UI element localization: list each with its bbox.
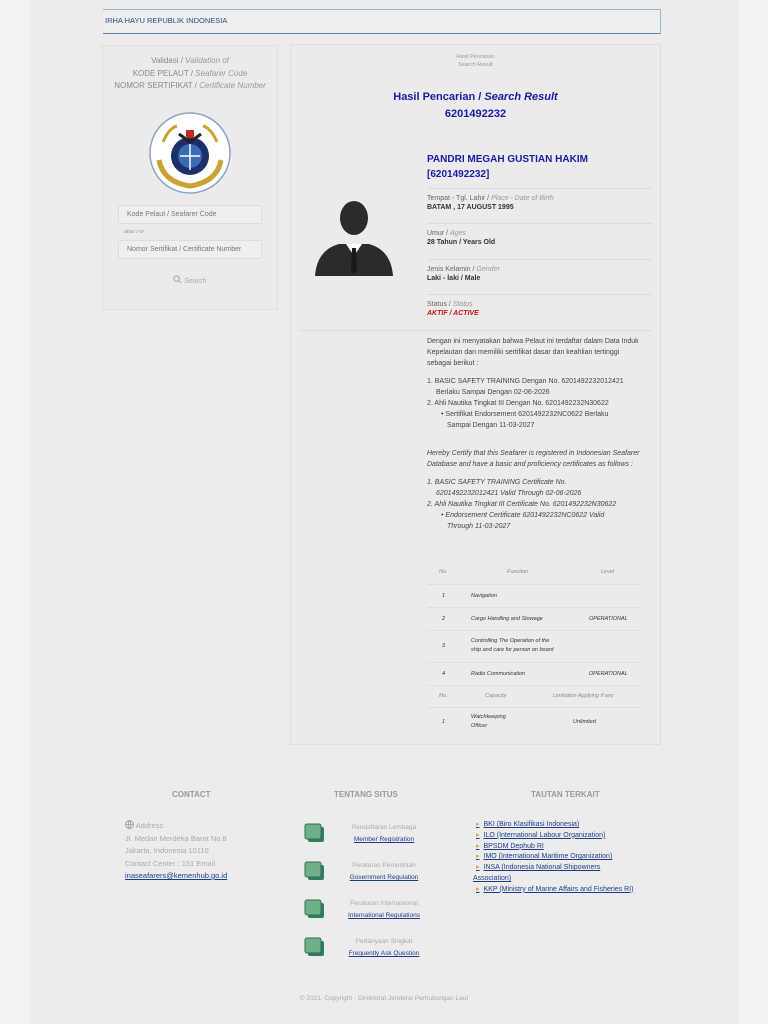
table-row: 2 Cargo Handling and Stowage OPERATIONAL <box>427 608 640 631</box>
age-info: Umur / Ages 28 Tahun / Years Old <box>427 223 652 246</box>
link-insa[interactable]: ▸ INSA (Indonesia National Shipowners <box>476 864 601 872</box>
statement-indonesian: Dengan ini menyatakan bahwa Pelaut ini terdaftar dalam Data Induk Kepelautan dan memiliki sertifikat dasar dan keahlian tertinggi sebagai berikut : 1. BASIC SAFETY TRAINING Dengan No. 6201492232012421 Berlaku Sampai Dengan 02-06-2026 2. Ahli Nautika Tingkat III Dengan No. 6201492232N30622 • Sertifikat Endorsement 6201492232NC0622 Berlaku Sampai Dengan 11-03-2027 <box>427 338 639 429</box>
competency-table <box>427 563 640 738</box>
chevron-right-icon: ▸ <box>476 853 480 861</box>
result-number: 6201492232 <box>444 108 507 120</box>
table-row: 3 Controlling The Operation of the ship and care for person on board <box>427 631 640 663</box>
globe-icon <box>125 820 134 829</box>
table-row: 4 Radio Communication OPERATIONAL <box>427 663 640 686</box>
document-icon <box>304 936 326 958</box>
birth-info: Tempat - Tgl. Lahir / Place - Date of Birth BATAM , 17 AUGUST 1995 <box>427 188 652 211</box>
status-info: Status / Status AKTIF / ACTIVE <box>427 294 652 317</box>
statement-english: Hereby Certify that this Seafarer is registered in Indonesian Seafarer Database and have a basic and proficiency certificates as follows : 1. BASIC SAFETY TRAINING Certificate No. 6201492232012421 Valid Through 02-06-2026 2. Ahli Nautika Tingkat III Certificate No. 6201492232N30622 • Endorsement Certificate 6201492232NC0622 Valid Through 11-03-2027 <box>427 450 640 530</box>
link-imo[interactable]: ▸ IMO (International Maritime Organization) <box>476 853 613 861</box>
document-icon <box>304 822 326 844</box>
search-button[interactable]: Search <box>103 275 277 285</box>
table-header: No. Function Level <box>427 563 640 585</box>
certificate-number-input[interactable]: Nomor Sertifikat / Certificate Number <box>118 240 262 259</box>
related-links-list <box>473 820 666 896</box>
chevron-right-icon: ▸ <box>476 831 480 839</box>
site-title: TENTANG SITUS <box>334 790 398 799</box>
related-links-title: TAUTAN TERKAIT <box>531 790 600 799</box>
result-heading: Hasil Pencarian / Search Result 6201492232 <box>291 89 660 123</box>
chevron-right-icon: ▸ <box>476 864 480 872</box>
breadcrumb: Hasil Pencarian Search Result <box>456 54 495 68</box>
link-insa-continued[interactable]: Association) <box>473 874 512 882</box>
copyright: © 2021. Copyright - Direktorat Jenderal Perhubungan Laut <box>299 995 469 1002</box>
contact-title: CONTACT <box>172 790 211 799</box>
ministry-emblem-icon <box>147 112 233 194</box>
table-row: 1 Watchkeeping Officer Unlimited <box>442 714 596 729</box>
validation-title: Validasi / Validation of KODE PELAUT / Seafarer Code NOMOR SERTIFIKAT / Certificate Number <box>114 56 266 90</box>
link-kkp[interactable]: ▸ KKP (Ministry of Marine Affairs and Fisheries RI) <box>476 885 634 893</box>
capacity-table-header: No. Capacity Limitation Applying if any <box>427 686 640 708</box>
document-icon <box>304 898 326 920</box>
seafarer-code-input[interactable]: Kode Pelaut / Seafarer Code <box>118 205 262 224</box>
person-avatar-icon <box>313 198 395 278</box>
or-label: atau / or <box>124 229 145 235</box>
contact-info: Address Jl. Medan Merdeka Barat No.8 Jakarta, Indonesia 10110 Contact Center : 151 Email : inaseafarers@kemenhub.go.id <box>125 821 228 880</box>
link-ilo[interactable]: ▸ ILO (International Labour Organization) <box>476 831 606 839</box>
validation-panel <box>102 45 278 310</box>
document-icon <box>304 860 326 882</box>
table-row: 1 Navigation <box>427 585 640 608</box>
header-bar <box>103 9 661 34</box>
chevron-right-icon: ▸ <box>476 821 480 828</box>
email-link[interactable]: inaseafarers@kemenhub.go.id <box>125 871 228 880</box>
seafarer-name: PANDRI MEGAH GUSTIAN HAKIM [6201492232] <box>427 154 588 180</box>
link-bpsdm[interactable]: ▸ BPSDM Dephub RI <box>476 842 544 850</box>
chevron-right-icon: ▸ <box>476 842 480 850</box>
header-title: IRHA HAYU REPUBLIK INDONESIA <box>105 16 228 25</box>
link-bki[interactable]: ▸ BKI (Biro Klasifikasi Indonesia) <box>476 821 580 828</box>
status-badge: AKTIF / ACTIVE <box>427 310 479 317</box>
section-divider <box>299 330 652 331</box>
result-panel <box>290 44 661 745</box>
search-icon <box>173 275 182 284</box>
gender-info: Jenis Kelamin / Gender Laki - laki / Male <box>427 259 652 282</box>
chevron-right-icon: ▸ <box>476 885 480 893</box>
